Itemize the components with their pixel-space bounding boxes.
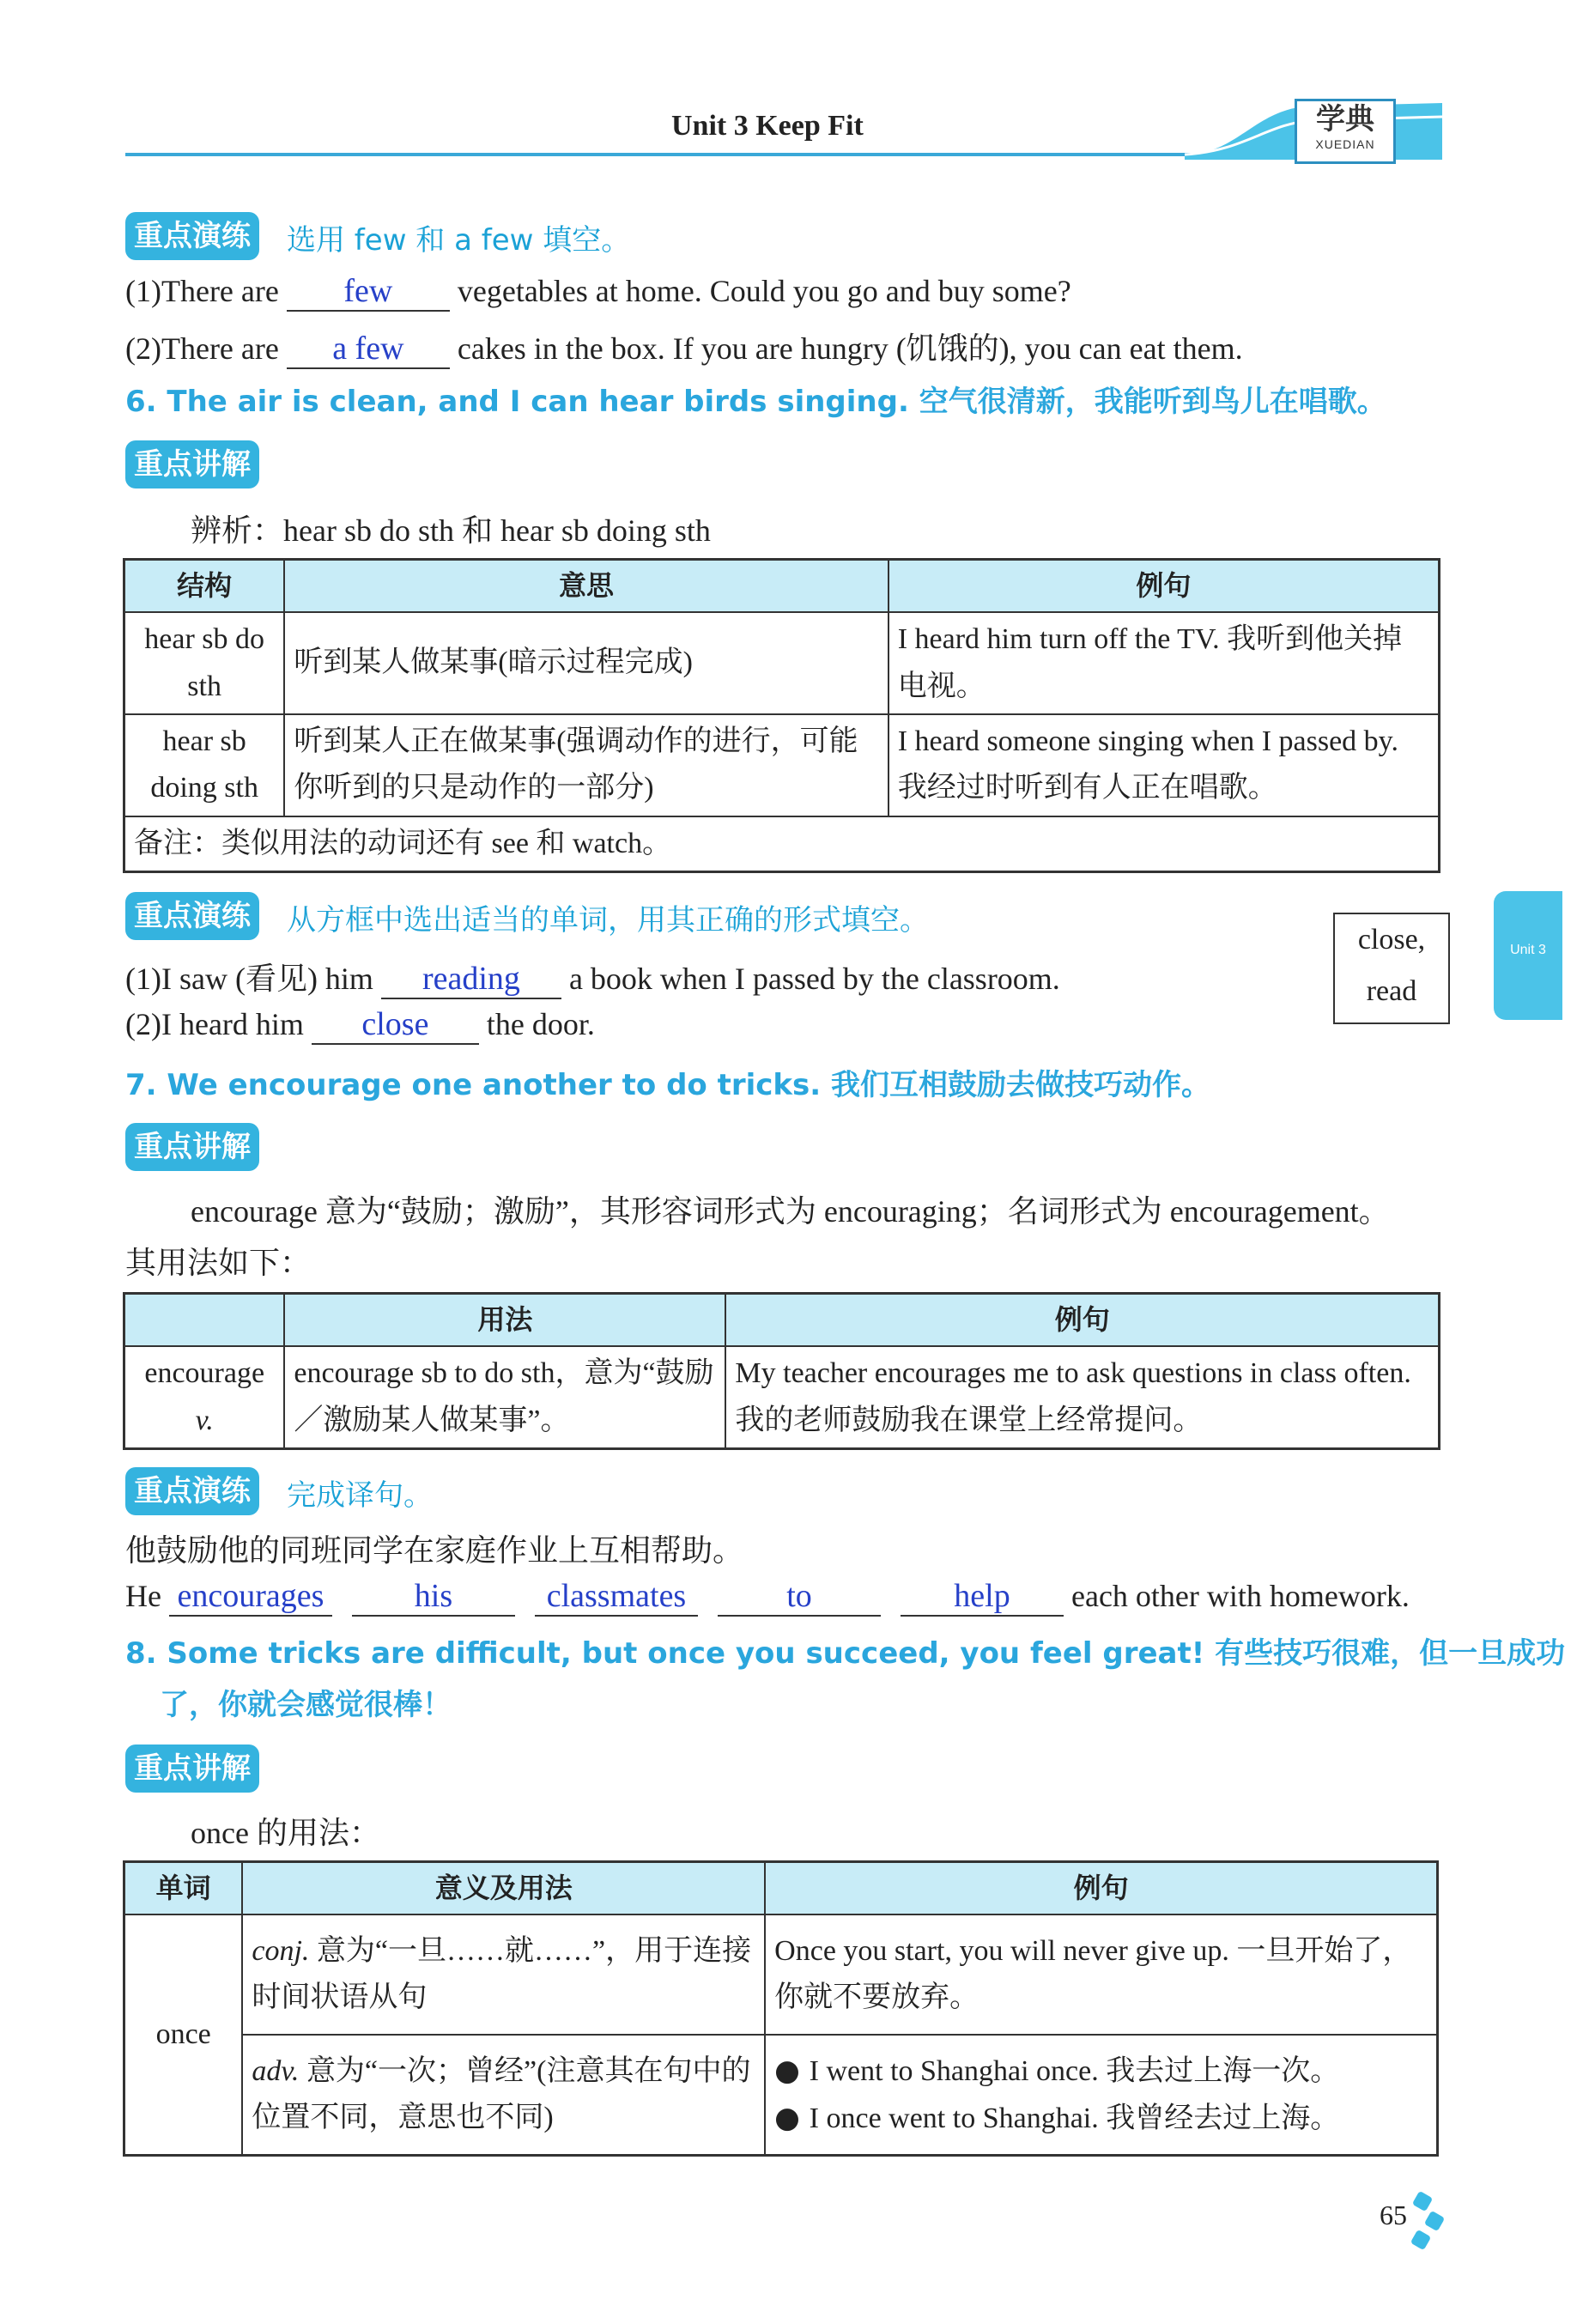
key-sentence-7: 7. We encourage one another to do tricks. 我们互相鼓励去做技巧动作。 [125, 1068, 1211, 1102]
practice-instruction: 选用 few 和 a few 填空。 [287, 223, 631, 258]
translation-source: 他鼓励他的同班同学在家庭作业上互相帮助。 [125, 1533, 744, 1568]
unit-title: Unit 3 Keep Fit [671, 110, 864, 142]
explanation-intro: encourage 意为“鼓励；激励”，其形容词形式为 encouraging；名词形式为 encouragement。 [191, 1194, 1390, 1229]
box-word: read [1366, 975, 1417, 1007]
answer-field: help [901, 1579, 1064, 1617]
table-cell: My teacher encourages me to ask questions in class often. 我的老师鼓励我在课堂上经常提问。 [725, 1346, 1439, 1448]
page-number: 65 [1380, 2200, 1407, 2230]
table-header: 例句 [725, 1294, 1439, 1347]
xuedian-logo: 学典 XUEDIAN [1295, 99, 1396, 164]
table-cell: I heard someone singing when I passed by. 我经过时听到有人正在唱歌。 [889, 714, 1440, 816]
answer-field: encourages [169, 1579, 332, 1617]
answer-field: classmates [535, 1579, 698, 1617]
practice-instruction: 完成译句。 [287, 1478, 433, 1513]
table-header: 意思 [284, 560, 888, 613]
table-header [124, 1294, 285, 1347]
answer-field: few [287, 274, 450, 312]
table-header: 单词 [124, 1862, 243, 1915]
bullet-icon: ● [774, 2053, 810, 2088]
exercise-line-2: (2)There are a few cakes in the box. If you are hungry (饥饿的), you can eat them. [125, 325, 1243, 369]
table-cell: encourage sb to do sth，意为“鼓励／激励某人做某事”。 [284, 1346, 725, 1448]
practice-tag: 重点演练 [125, 212, 259, 260]
explanation-intro: once 的用法： [191, 1816, 380, 1850]
practice-tag: 重点演练 [125, 892, 259, 940]
table-cell: ● I went to Shanghai once. 我去过上海一次。 ● I once went to Shanghai. 我曾经去过上海。 [765, 2035, 1437, 2155]
decor-dot-icon [1412, 2191, 1434, 2212]
answer-field: his [352, 1579, 515, 1617]
table-cell: adv. 意为“一次；曾经”(注意其在句中的位置不同，意思也不同) [242, 2035, 765, 2155]
decor-dot-icon [1410, 2230, 1432, 2251]
table-cell: 听到某人正在做某事(强调动作的进行，可能你听到的只是动作的一部分) [284, 714, 888, 816]
table-cell: hear sb do sth [124, 612, 285, 714]
table-cell: once [124, 1914, 243, 2155]
key-sentence-8-cont: 了，你就会感觉很棒！ [160, 1688, 452, 1722]
hear-usage-table [123, 558, 1440, 873]
unit-side-tab: Unit 3 [1494, 891, 1562, 1020]
key-sentence-6: 6. The air is clean, and I can hear birds singing. 空气很清新，我能听到鸟儿在唱歌。 [125, 385, 1386, 419]
table-header: 例句 [889, 560, 1440, 613]
once-usage-table [123, 1860, 1439, 2157]
table-header: 例句 [765, 1862, 1437, 1915]
exercise-line-1: (1)There are few vegetables at home. Could you go and buy some? [125, 273, 1071, 312]
practice-tag: 重点演练 [125, 1467, 259, 1515]
answer-field: to [718, 1579, 881, 1617]
key-sentence-8: 8. Some tricks are difficult, but once you succeed, you feel great! 有些技巧很难，但一旦成功 [125, 1636, 1566, 1671]
practice-instruction: 从方框中选出适当的单词，用其正确的形式填空。 [287, 903, 929, 937]
table-cell: Once you start, you will never give up. 一旦开始了，你就不要放弃。 [765, 1914, 1437, 2035]
box-word: close, [1357, 924, 1426, 956]
table-cell: 听到某人做某事(暗示过程完成) [284, 612, 888, 714]
exercise-line-1: (1)I saw (看见) him reading a book when I passed by the classroom. [125, 955, 1060, 999]
table-header: 用法 [284, 1294, 725, 1347]
answer-field: close [312, 1007, 479, 1045]
translation-line: He encourages his classmates to help each other with homework. [125, 1578, 1410, 1617]
table-cell: conj. 意为“一旦……就……”，用于连接时间状语从句 [242, 1914, 765, 2035]
explanation-tag: 重点讲解 [125, 440, 259, 488]
answer-field: reading [381, 962, 561, 999]
table-header: 意义及用法 [242, 1862, 765, 1915]
word-box [1333, 913, 1450, 1024]
table-header: 结构 [124, 560, 285, 613]
table-cell: I heard him turn off the TV. 我听到他关掉电视。 [889, 612, 1440, 714]
bullet-icon: ● [774, 2100, 810, 2135]
encourage-usage-table [123, 1292, 1440, 1450]
explanation-tag: 重点讲解 [125, 1123, 259, 1171]
explanation-tag: 重点讲解 [125, 1745, 259, 1793]
table-note: 备注：类似用法的动词还有 see 和 watch。 [124, 816, 1440, 872]
answer-field: a few [287, 331, 450, 369]
table-cell: hear sb doing sth [124, 714, 285, 816]
explanation-intro: 辨析：hear sb do sth 和 hear sb doing sth [191, 513, 711, 548]
exercise-line-2: (2)I heard him close the door. [125, 1006, 595, 1045]
table-cell: encourage v. [124, 1346, 285, 1448]
explanation-intro: 其用法如下： [125, 1246, 312, 1280]
decor-dot-icon [1424, 2211, 1446, 2232]
